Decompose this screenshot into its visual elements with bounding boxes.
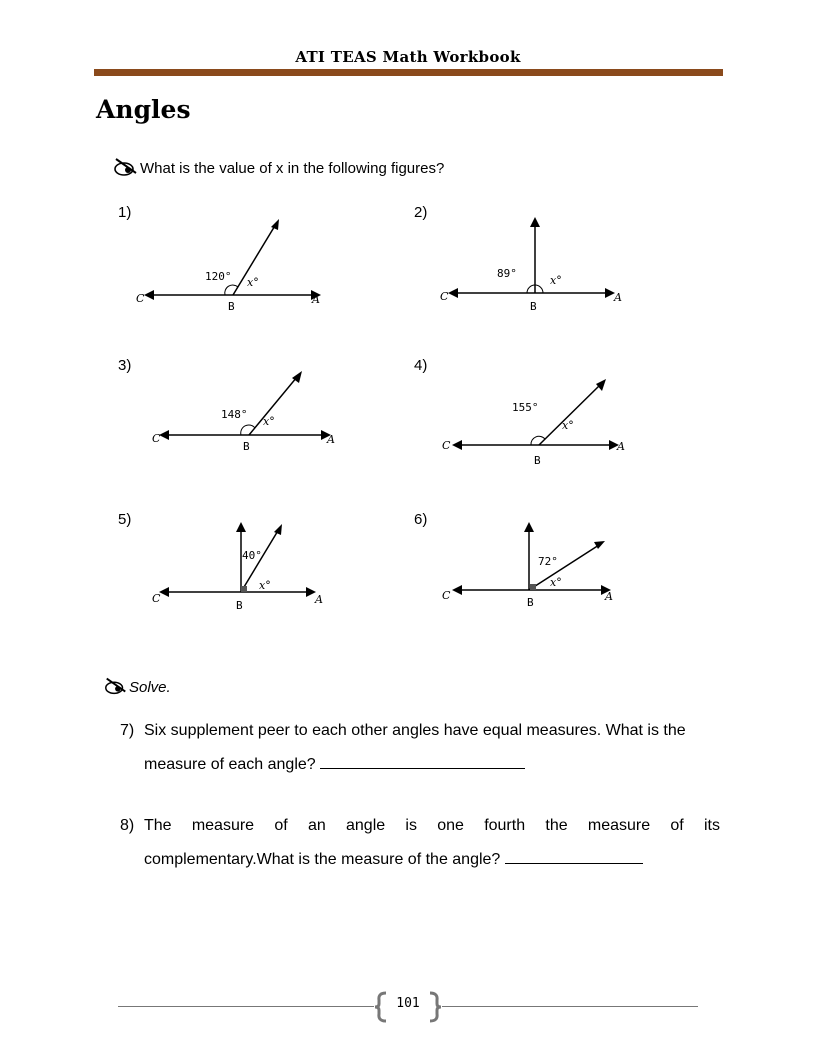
arrowhead-ray <box>274 524 282 535</box>
angle-figure-2 <box>432 210 642 320</box>
problem-question: measure of each angle? <box>144 756 316 773</box>
arrowhead-c <box>144 290 154 300</box>
arrowhead-c <box>159 587 169 597</box>
answer-blank[interactable] <box>505 849 643 864</box>
angle-label: 155° <box>512 401 539 414</box>
problem-body <box>144 714 720 782</box>
ray-b <box>539 384 601 445</box>
angle-label: 89° <box>497 267 517 280</box>
left-brace-icon <box>375 993 386 1021</box>
x-label: x° <box>263 415 275 428</box>
footer-line-right <box>442 1006 698 1007</box>
problem-body <box>144 809 720 877</box>
instruction-part1 <box>112 157 444 181</box>
angle-label: 148° <box>221 408 248 421</box>
instruction-text: What is the value of x in the following figures? <box>140 159 445 177</box>
problem-7 <box>120 714 722 784</box>
point-a-label: A <box>312 293 320 306</box>
vertex-label: B <box>527 596 534 609</box>
point-c-label: C <box>152 432 161 445</box>
instruction-part2 <box>103 676 171 700</box>
angle-figure-5 <box>145 515 345 615</box>
figure-number: 6) <box>414 511 428 528</box>
problem-question: complementary.What is the measure of the angle? <box>144 851 501 868</box>
arrowhead-c <box>159 430 169 440</box>
problem-line-2 <box>144 843 720 877</box>
arrowhead-ray <box>271 219 279 230</box>
point-c-label: C <box>440 290 449 303</box>
arrowhead-ray <box>596 379 606 391</box>
workbook-title: ATI TEAS Math Workbook <box>295 48 521 66</box>
vertex-label: B <box>228 300 235 313</box>
angle-label: 120° <box>205 270 232 283</box>
angle-figure-3 <box>145 365 355 465</box>
point-a-label: A <box>605 590 613 603</box>
vertex-label: B <box>534 454 541 467</box>
footer-line-left <box>118 1006 374 1007</box>
point-a-label: A <box>315 593 323 606</box>
point-a-label: A <box>617 440 625 453</box>
problem-line-1: The measure of an angle is one fourth the measure of its <box>144 817 720 834</box>
point-c-label: C <box>442 439 451 452</box>
pencil-icon <box>112 157 140 181</box>
angle-figure-4 <box>438 372 638 472</box>
arrowhead-c <box>448 288 458 298</box>
problem-line-1: Six supplement peer to each other angles have equal measures. What is the <box>144 722 686 739</box>
angle-figure-6 <box>438 515 638 615</box>
instruction-text: Solve. <box>129 678 171 696</box>
angle-label: 40° <box>242 549 262 562</box>
arrowhead-up <box>236 522 246 532</box>
figure-number: 2) <box>414 204 428 221</box>
answer-blank[interactable] <box>320 754 525 769</box>
point-c-label: C <box>442 589 451 602</box>
vertex-label: B <box>530 300 537 313</box>
point-a-label: A <box>327 433 335 446</box>
angle-figure-1 <box>130 210 340 320</box>
figure-number: 1) <box>118 204 132 221</box>
right-brace-icon <box>430 993 441 1021</box>
point-a-label: A <box>614 291 622 304</box>
x-label: x° <box>550 274 562 287</box>
problem-number: 8) <box>120 817 135 834</box>
vertex-label: B <box>236 599 243 612</box>
x-label: x° <box>562 419 574 432</box>
figure-number: 3) <box>118 357 132 374</box>
pencil-icon <box>103 676 129 700</box>
x-label: x° <box>259 579 271 592</box>
angle-label: 72° <box>538 555 558 568</box>
arrowhead-c <box>452 585 462 595</box>
figure-number: 4) <box>414 357 428 374</box>
arrowhead-ray <box>530 217 540 227</box>
figure-number: 5) <box>118 511 132 528</box>
arrowhead-c <box>452 440 462 450</box>
problem-8 <box>120 809 722 879</box>
page-number: 101 <box>396 996 420 1011</box>
point-c-label: C <box>152 592 161 605</box>
x-label: x° <box>247 276 259 289</box>
section-title: Angles <box>96 95 191 124</box>
point-c-label: C <box>136 292 145 305</box>
header-rule <box>94 69 723 76</box>
right-angle-mark <box>241 586 247 592</box>
right-angle-mark <box>530 584 536 590</box>
vertex-label: B <box>243 440 250 453</box>
problem-number: 7) <box>120 722 135 739</box>
x-label: x° <box>550 576 562 589</box>
problem-line-2 <box>144 748 720 782</box>
arrowhead-up <box>524 522 534 532</box>
